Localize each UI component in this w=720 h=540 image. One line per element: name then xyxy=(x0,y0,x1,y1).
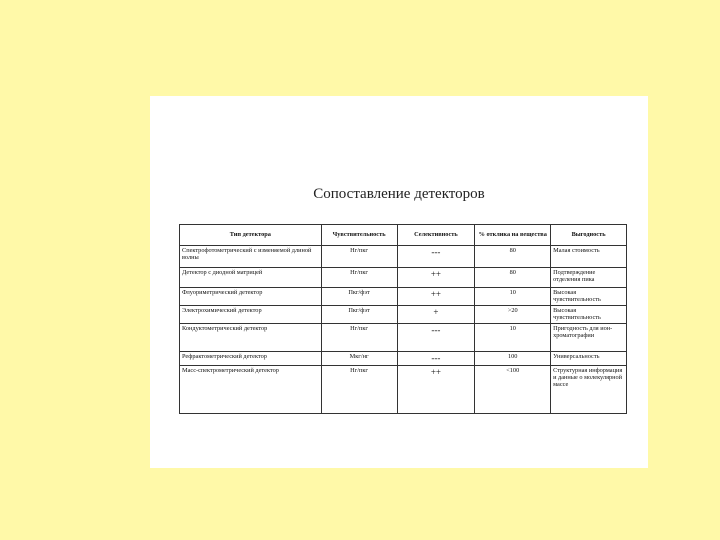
cell-sensitivity: Нг/пкг xyxy=(321,246,397,268)
cell-detector-type: Рефрактометрический детектор xyxy=(180,352,322,366)
cell-selectivity: --- xyxy=(397,352,475,366)
cell-response: 80 xyxy=(475,246,551,268)
cell-sensitivity: Нг/пкг xyxy=(321,268,397,288)
cell-detector-type: Кондуктометрический детектор xyxy=(180,324,322,352)
cell-detector-type: Электрохимический детектор xyxy=(180,306,322,324)
table-row xyxy=(180,246,627,268)
table-row xyxy=(180,324,627,352)
cell-response: 10 xyxy=(475,288,551,306)
cell-response: <100 xyxy=(475,366,551,414)
table-row xyxy=(180,288,627,306)
cell-selectivity: + xyxy=(397,306,475,324)
cell-advantage: Универсальность xyxy=(551,352,627,366)
table-row xyxy=(180,366,627,414)
header-detector-type: Тип детектора xyxy=(180,225,322,246)
cell-response: 80 xyxy=(475,268,551,288)
cell-sensitivity: Мкг/нг xyxy=(321,352,397,366)
slide-title: Сопоставление детекторов xyxy=(313,186,485,202)
cell-selectivity: ++ xyxy=(397,268,475,288)
cell-detector-type: Спектрофотометрический с изменяемой длиной волны xyxy=(180,246,322,268)
detectors-table xyxy=(179,224,627,414)
header-advantage: Выгодность xyxy=(551,225,627,246)
cell-sensitivity: Нг/пкг xyxy=(321,324,397,352)
header-selectivity: Селективность xyxy=(397,225,475,246)
cell-response: 10 xyxy=(475,324,551,352)
cell-response: 100 xyxy=(475,352,551,366)
cell-response: >20 xyxy=(475,306,551,324)
cell-selectivity: ++ xyxy=(397,366,475,414)
table-row xyxy=(180,268,627,288)
cell-selectivity: --- xyxy=(397,324,475,352)
cell-sensitivity: Нг/пкг xyxy=(321,366,397,414)
cell-detector-type: Детектор с диодной матрицей xyxy=(180,268,322,288)
slide-image xyxy=(150,96,648,468)
header-response: % отклика на вещества xyxy=(475,225,551,246)
table-row xyxy=(180,352,627,366)
cell-sensitivity: Пкг/фэт xyxy=(321,306,397,324)
cell-advantage: Малая стоимость xyxy=(551,246,627,268)
cell-selectivity: ++ xyxy=(397,288,475,306)
cell-sensitivity: Пкг/фэт xyxy=(321,288,397,306)
header-sensitivity: Чувствительность xyxy=(321,225,397,246)
table-header-row xyxy=(180,225,627,246)
cell-detector-type: Масс-спектрометрический детектор xyxy=(180,366,322,414)
cell-detector-type: Флуориметрический детектор xyxy=(180,288,322,306)
table-row xyxy=(180,306,627,324)
cell-advantage: Подтверждение отделения пика xyxy=(551,268,627,288)
cell-advantage: Структурная информация и данные о молекулярной массе xyxy=(551,366,627,414)
cell-advantage: Высокая чувствительность xyxy=(551,288,627,306)
cell-selectivity: --- xyxy=(397,246,475,268)
cell-advantage: Пригодность для ион-хроматографии xyxy=(551,324,627,352)
cell-advantage: Высокая чувствительность xyxy=(551,306,627,324)
